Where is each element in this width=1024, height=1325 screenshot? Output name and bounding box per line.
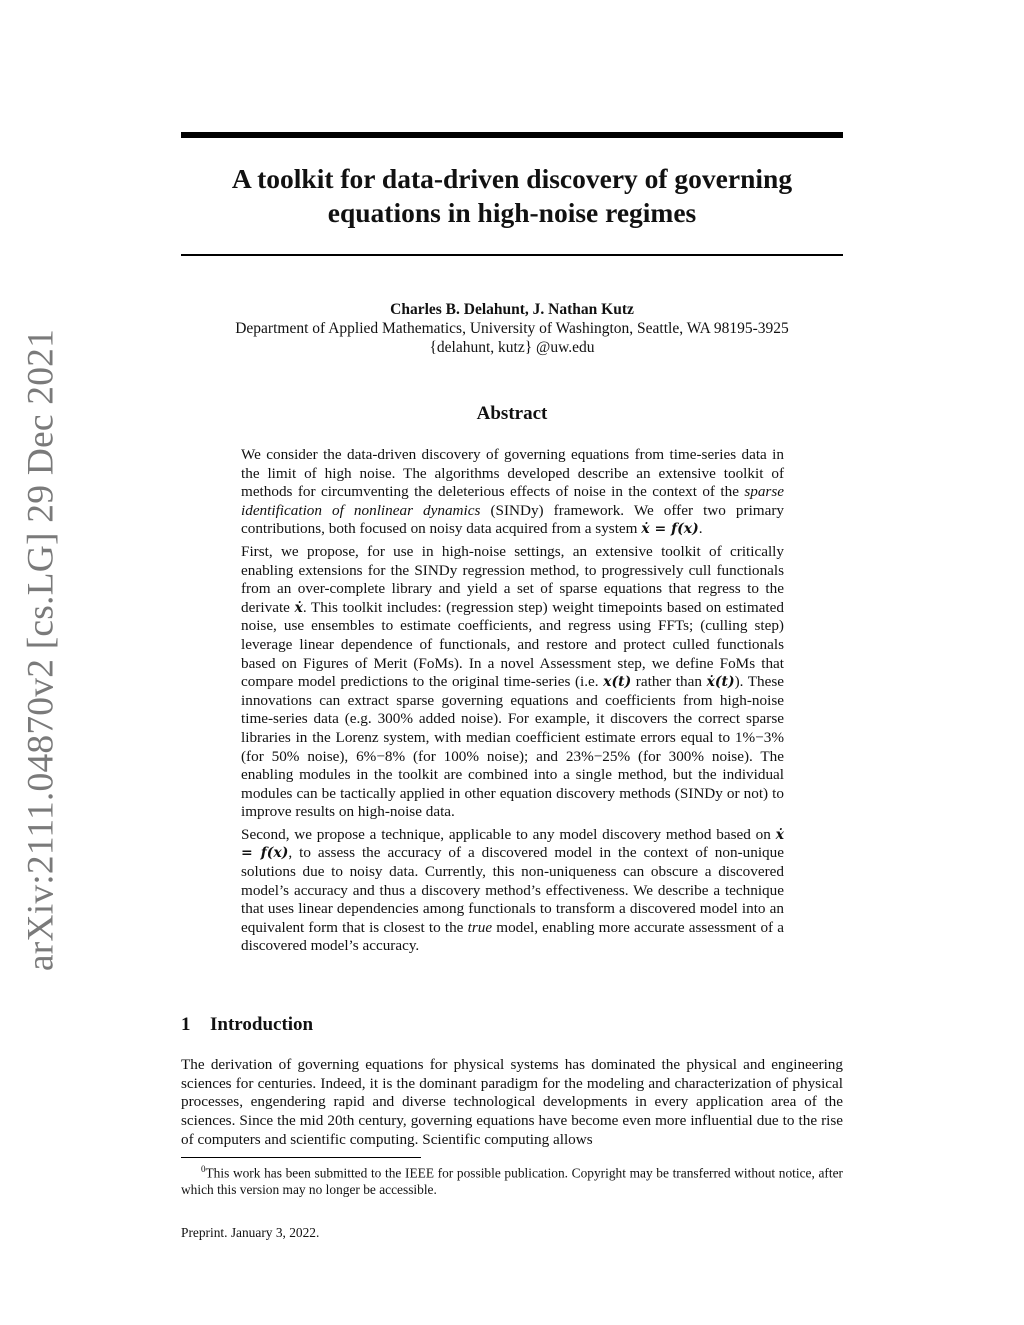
abstract-heading: Abstract: [476, 403, 548, 424]
derivative-time-symbol: ẋ(t): [706, 674, 735, 691]
introduction-paragraph: The derivation of governing equations for physical systems has dominated the physical and engineering sciences for centuries. Indeed, it is the dominant paradigm for the modeling and characterization of physical processes, engendering rapid and diverse technological developments in every application area of the sciences. Since the mid 20th century, governing equations have become even more influential due to the rise of computers and scientific computing. Scientific computing allows: [181, 1056, 843, 1148]
author-affiliation: Department of Applied Mathematics, University of Washington, Seattle, WA 98195-3925: [235, 320, 789, 337]
footnote: [181, 1161, 843, 1198]
model-equation: ẋ = f(x): [241, 826, 784, 862]
section-title: Introduction: [210, 1014, 314, 1035]
time-series-symbol: x(t): [603, 674, 632, 691]
preprint-date: Preprint. January 3, 2022.: [181, 1225, 320, 1240]
section-number: 1: [181, 1014, 191, 1035]
arxiv-identifier-stamp: [6, 328, 76, 972]
arxiv-id-text: arXiv:2111.04870v2 [cs.LG] 29 Dec 2021: [20, 328, 62, 972]
abstract-paragraph-1: We consider the data-driven discovery of governing equations from time-series data in the limit of high noise. The algorithms developed describe an extensive toolkit of methods for circumventing the deleterious effects of noise in the context of the sparse identification of nonlinear dynamics (SINDy) framework. We offer two primary contributions, both focused on noisy data acquired from a system ẋ = f(x).: [241, 446, 784, 538]
abstract-body: [241, 446, 784, 960]
paper-title: [181, 162, 843, 230]
footnote-rule: [181, 1157, 421, 1158]
abstract-paragraph-3: Second, we propose a technique, applicable to any model discovery method based on ẋ = f(x), to assess the accuracy of a discovered model in the context of non-unique solutions due to noisy data. Currently, this non-uniqueness can obscure a discovered model’s accuracy and thus a discovery method’s effectiveness. We describe a technique that uses linear dependencies among functionals to transform a discovered model into an equivalent form that is closest to the true model, enabling more accurate assessment of a discovered model’s accuracy.: [241, 825, 785, 955]
system-equation: ẋ = f(x): [641, 521, 699, 538]
sindy-emphasis: sparse identification of nonlinear dynamics: [241, 483, 784, 519]
section-heading-introduction: [181, 1014, 313, 1036]
true-emphasis: true: [467, 918, 493, 936]
author-email: {delahunt, kutz} @uw.edu: [429, 339, 595, 356]
title-top-rule: [181, 132, 843, 138]
title-bottom-rule: [181, 254, 843, 256]
title-line-1: A toolkit for data-driven discovery of governing: [231, 163, 793, 194]
footnote-text: This work has been submitted to the IEEE for possible publication. Copyright may be transferred without notice, after which this version may no longer be accessible.: [181, 1165, 843, 1198]
footnote-mark: 0: [201, 1164, 206, 1174]
derivative-symbol: ẋ: [294, 599, 303, 616]
abstract-paragraph-2: First, we propose, for use in high-noise settings, an extensive toolkit of critically enabling extensions for the SINDy regression method, to progressively cull functionals from an over-complete library and yield a set of sparse equations that regress to the derivate ẋ. This toolkit includes: (regression step) weight timepoints based on estimated noise, use ensembles to estimate coefficients, and regress using FFTs; (culling step) leverage linear dependence of functionals, and restore and protect culled functionals based on Figures of Merit (FoMs). In a novel Assessment step, we define FoMs that compare model predictions to the original time-series (i.e. x(t) rather than ẋ(t)). These innovations can extract sparse governing equations and coefficients from high-noise time-series data (e.g. 300% added noise). For example, it discovers the correct sparse libraries in the Lorenz system, with median coefficient estimate errors equal to 1%−3% (for 50% noise), 6%−8% (for 100% noise); and 23%−25% (for 300% noise). The enabling modules in the toolkit are combined into a single method, but the individual modules can be tactically applied in other equation discovery methods (SINDy or not) to improve results on high-noise data.: [241, 542, 784, 821]
title-line-2: equations in high-noise regimes: [327, 197, 697, 228]
author-names: Charles B. Delahunt, J. Nathan Kutz: [390, 301, 634, 318]
